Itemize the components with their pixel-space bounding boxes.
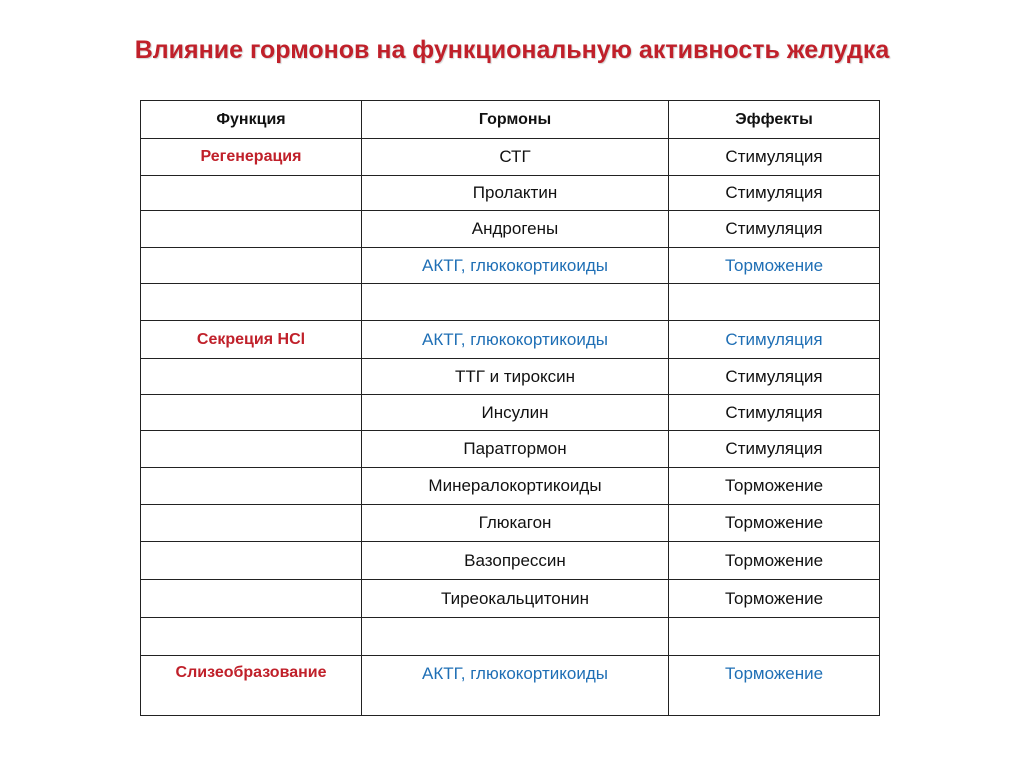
effect-cell: Стимуляция (669, 359, 880, 395)
hormone-cell: Вазопрессин (362, 542, 669, 580)
hormone-table-container (140, 100, 880, 716)
table-row (141, 468, 880, 505)
effect-cell: Торможение (669, 542, 880, 580)
effect-cell: Стимуляция (669, 431, 880, 468)
effect-cell (669, 618, 880, 656)
function-cell: Регенерация (141, 139, 362, 176)
table-row (141, 542, 880, 580)
table-row (141, 359, 880, 395)
function-cell (141, 618, 362, 656)
effect-cell: Торможение (669, 580, 880, 618)
function-cell (141, 211, 362, 248)
function-cell (141, 505, 362, 542)
table-row (141, 505, 880, 542)
function-cell (141, 468, 362, 505)
function-cell (141, 284, 362, 321)
header-function: Функция (141, 101, 362, 139)
function-cell (141, 176, 362, 211)
hormone-cell: АКТГ, глюкокортикоиды (362, 656, 669, 716)
table-row (141, 321, 880, 359)
effect-cell (669, 284, 880, 321)
function-cell (141, 359, 362, 395)
function-cell (141, 580, 362, 618)
table-row (141, 656, 880, 716)
table-row (141, 580, 880, 618)
effect-cell: Стимуляция (669, 176, 880, 211)
hormone-cell: Тиреокальцитонин (362, 580, 669, 618)
effect-cell: Стимуляция (669, 321, 880, 359)
hormone-cell: АКТГ, глюкокортикоиды (362, 248, 669, 284)
effect-cell: Стимуляция (669, 395, 880, 431)
hormone-cell (362, 618, 669, 656)
hormone-cell: АКТГ, глюкокортикоиды (362, 321, 669, 359)
hormone-cell: Пролактин (362, 176, 669, 211)
hormone-cell: Инсулин (362, 395, 669, 431)
hormone-cell: Андрогены (362, 211, 669, 248)
table-row (141, 211, 880, 248)
hormone-cell: ТТГ и тироксин (362, 359, 669, 395)
effect-cell: Стимуляция (669, 211, 880, 248)
table-header-row (141, 101, 880, 139)
table-row (141, 284, 880, 321)
effect-cell: Торможение (669, 248, 880, 284)
effect-cell: Торможение (669, 656, 880, 716)
table-row (141, 618, 880, 656)
effect-cell: Стимуляция (669, 139, 880, 176)
header-hormones: Гормоны (362, 101, 669, 139)
function-cell (141, 542, 362, 580)
function-cell (141, 248, 362, 284)
table-row (141, 395, 880, 431)
function-cell (141, 395, 362, 431)
table-row (141, 431, 880, 468)
hormone-table (140, 100, 880, 716)
table-row (141, 248, 880, 284)
table-row (141, 176, 880, 211)
table-row (141, 139, 880, 176)
hormone-cell: Паратгормон (362, 431, 669, 468)
hormone-cell: Минералокортикоиды (362, 468, 669, 505)
hormone-cell: СТГ (362, 139, 669, 176)
function-cell (141, 431, 362, 468)
effect-cell: Торможение (669, 505, 880, 542)
table-body (141, 139, 880, 716)
function-cell: Слизеобразование (141, 656, 362, 716)
hormone-cell (362, 284, 669, 321)
function-cell: Секреция HCl (141, 321, 362, 359)
hormone-cell: Глюкагон (362, 505, 669, 542)
effect-cell: Торможение (669, 468, 880, 505)
header-effects: Эффекты (669, 101, 880, 139)
page-title: Влияние гормонов на функциональную активность желудка (134, 36, 890, 64)
